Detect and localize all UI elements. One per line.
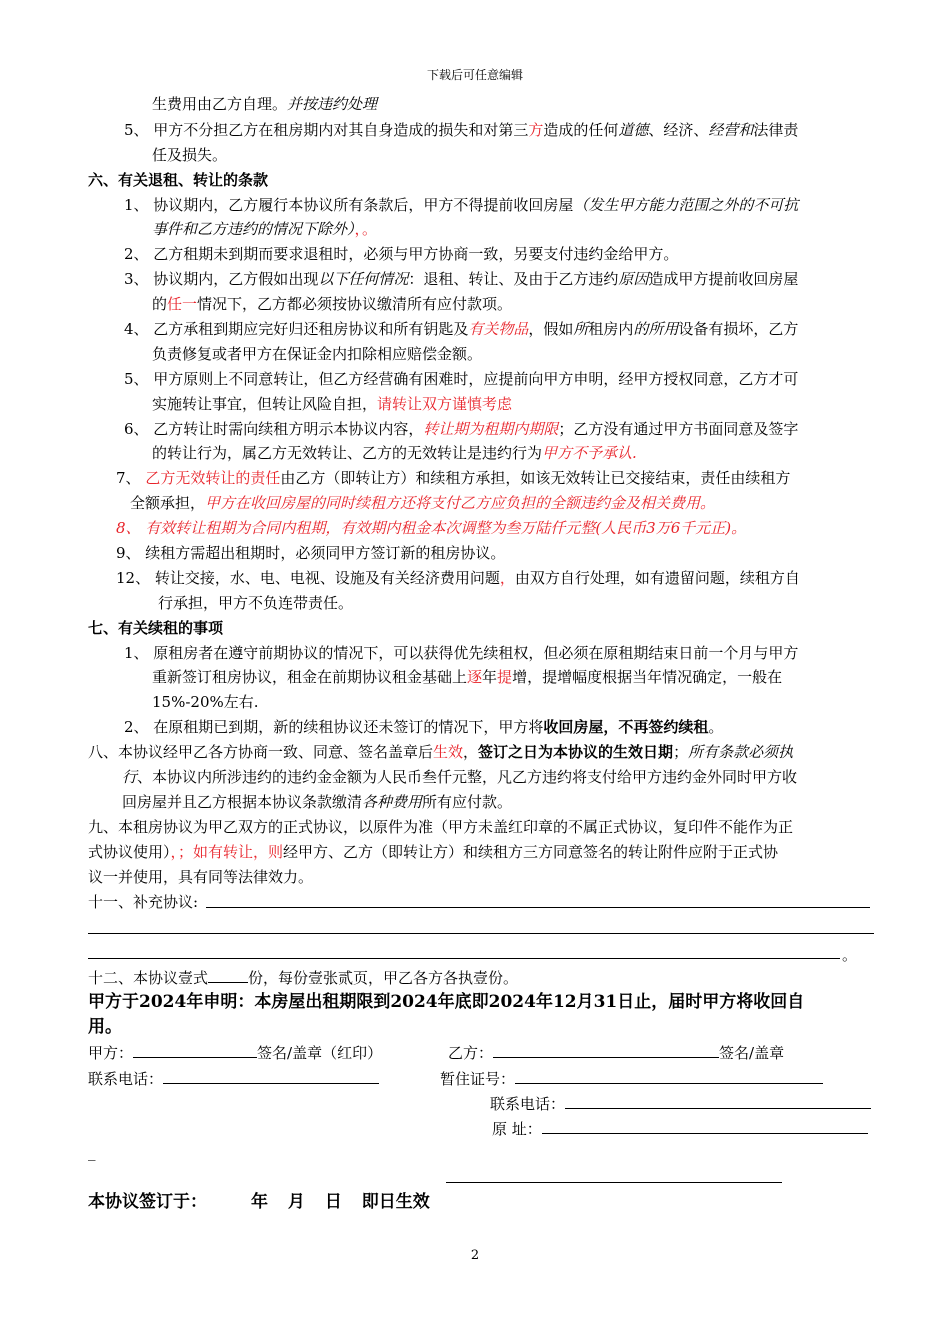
notice-line1: 甲方于2024年申明：本房屋出租期限到2024年底即2024年12月31日止，届时甲方将收回自 — [88, 992, 805, 1012]
sec6-item1: 1、 协议期内，乙方履行本协议所有条款后，甲方不得提前收回房屋（发生甲方能力范围之外的不可抗 — [124, 196, 799, 214]
page-number: 2 — [470, 1248, 480, 1263]
sec6-item6-cont: 的转让行为，属乙方无效转让、乙方的无效转让是违约行为甲方不予承认. — [152, 444, 637, 462]
sec7-item1: 1、 原租房者在遵守前期协议的情况下，可以获得优先续租权，但必须在原租期结束日前一个月与甲方 — [124, 644, 799, 662]
sec5-item5: 5、 甲方不分担乙方在租房期内对其自身造成的损失和对第三方造成的任何道德、经济、经营和法律责 — [124, 121, 799, 139]
extra-blank-line — [446, 1182, 782, 1183]
party-b-row: 乙方： 签名/盖章 — [448, 1040, 784, 1065]
sec9-line2: 式协议使用），；如有转让，则经甲方、乙方（即转让方）和续租方三方同意签名的转让附件应附于正式协 — [88, 843, 779, 861]
sec6-item7: 7、 乙方无效转让的责任由乙方（即转让方）和续租方承担，如该无效转让已交接结束，责任由续租方 — [116, 469, 791, 487]
permit-blank — [515, 1066, 823, 1084]
sec6-item5-cont: 实施转让事宜，但转让风险自担，请转让双方谨慎考虑 — [152, 395, 513, 413]
sec6-item1-cont: 事件和乙方违约的情况下除外），。 — [152, 220, 378, 238]
sec7-item1-cont2: 15%-20%左右. — [152, 693, 259, 711]
permit-row: 暂住证号： — [440, 1066, 823, 1091]
sec6-item6: 6、 乙方转让时需向续租方明示本协议内容，转让期为租期内期限；乙方没有通过甲方书面同意及签字 — [124, 420, 799, 438]
sec6-item3: 3、 协议期内，乙方假如出现以下任何情况：退租、转让、及由于乙方违约原因造成甲方提前收回房屋 — [124, 270, 799, 288]
sec11-blank-line3 — [88, 958, 840, 959]
sec6-item7-cont: 全额承担，甲方在收回房屋的同时续租方还将支付乙方应负担的全额违约金及相关费用。 — [130, 494, 716, 512]
party-a-row: 甲方： 签名/盖章（红印） — [88, 1040, 382, 1065]
sec6-item4: 4、 乙方承租到期应完好归还租房协议和所有钥匙及有关物品，假如所租房内的所用设备有损坏，乙方 — [124, 320, 799, 338]
sec11-blank-line1 — [206, 907, 870, 908]
sec6-title: 六、有关退租、转让的条款 — [88, 171, 269, 189]
sec8-line3: 回房屋并且乙方根据本协议条款缴清各种费用所有应付款。 — [122, 793, 513, 811]
phone2-row: 联系电话： — [490, 1091, 871, 1116]
party-a-blank — [133, 1040, 257, 1058]
dash-mark: _ — [88, 1143, 96, 1161]
sec7-title: 七、有关续租的事项 — [88, 619, 224, 637]
phone-row: 联系电话： — [88, 1066, 379, 1091]
sec8-line2: 行、本协议内所涉违约的违约金金额为人民币叁仟元整，凡乙方违约将支付给甲方违约金外同时甲方收 — [122, 768, 798, 786]
phone2-blank — [565, 1091, 871, 1109]
sec7-item2: 2、 在原租期已到期，新的续租协议还未签订的情况下，甲方将收回房屋，不再签约续租。 — [124, 718, 724, 736]
sec6-item12: 12、 转让交接，水、电、电视、设施及有关经济费用问题，由双方自行处理，如有遗留问题，续租方自 — [116, 569, 800, 587]
sec6-item4-cont: 负责修复或者甲方在保证金内扣除相应赔偿金额。 — [152, 345, 483, 363]
sec6-item5: 5、 甲方原则上不同意转让，但乙方经营确有困难时，应提前向甲方申明，经甲方授权同意，乙方才可 — [124, 370, 799, 388]
sec9-line3: 议一并使用，具有同等法律效力。 — [88, 868, 314, 886]
sec6-item3-cont: 的任一情况下，乙方都必须按协议缴清所有应付款项。 — [152, 295, 513, 313]
sec5-item5-cont: 任及损失。 — [152, 146, 228, 164]
sec11-end: 。 — [842, 946, 858, 964]
address-blank — [542, 1116, 868, 1134]
sec5-line1: 生费用由乙方自理。并按违约处理 — [152, 95, 378, 113]
sec9-line1: 九、本租房协议为甲乙双方的正式协议，以原件为准（甲方未盖红印章的不属正式协议，复印件不能作为正 — [88, 818, 794, 836]
sec11-blank-line2 — [88, 933, 874, 934]
page-header: 下载后可任意编辑 — [426, 68, 523, 82]
sec11-label: 十一、补充协议: — [88, 893, 199, 911]
sec8-line1: 八、本协议经甲乙各方协商一致、同意、签名盖章后生效，签订之日为本协议的生效日期；所有条款必须执 — [88, 743, 794, 761]
sec7-item1-cont: 重新签订租房协议，租金在前期协议租金基础上逐年提增，提增幅度根据当年情况确定，一般在 — [152, 668, 783, 686]
sec6-item8: 8、 有效转让租期为合同内租期，有效期内租金本次调整为叁万陆仟元整(人民币3万6千元正)。 — [116, 519, 747, 537]
signed-date-row: 本协议签订于： 年 月 日 即日生效 — [88, 1192, 430, 1212]
phone-blank — [163, 1066, 379, 1084]
copies-blank — [208, 965, 248, 983]
sec6-item2: 2、 乙方租期未到期而要求退租时，必须与甲方协商一致，另要支付违约金给甲方。 — [124, 245, 679, 263]
sec6-item12-cont: 行承担，甲方不负连带责任。 — [158, 594, 354, 612]
party-b-blank — [493, 1040, 719, 1058]
sec6-item9: 9、 续租方需超出租期时，必须同甲方签订新的租房协议。 — [116, 544, 506, 562]
address-row: 原 址： — [492, 1116, 868, 1141]
notice-line2: 用。 — [88, 1017, 122, 1037]
sec12-line: 十二、本协议壹式 份，每份壹张贰页，甲乙各方各执壹份。 — [88, 965, 518, 990]
